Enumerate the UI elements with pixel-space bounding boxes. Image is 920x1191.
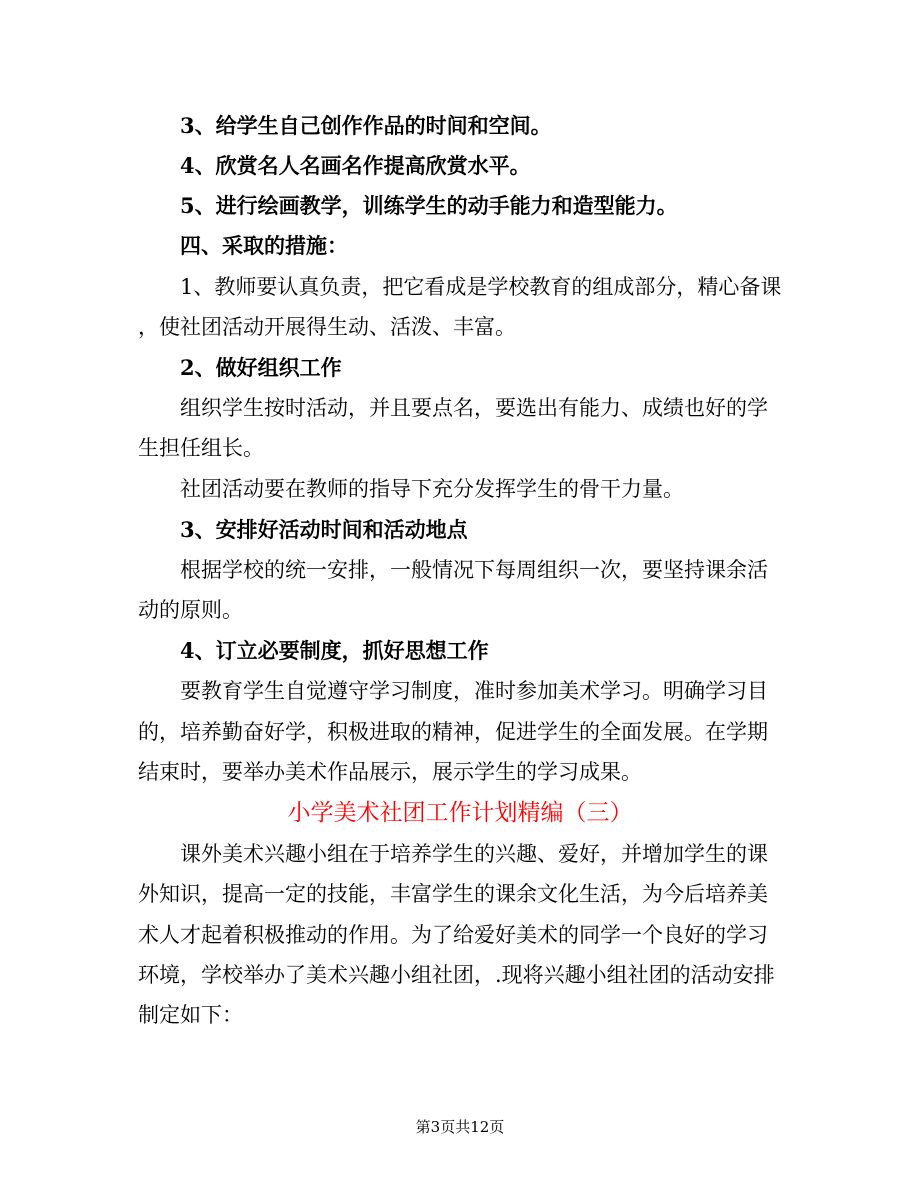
text-line-5: 1、教师要认真负责，把它看成是学校教育的组成部分，精心备课 <box>180 275 782 299</box>
text-line-15: 要教育学生自觉遵守学习制度，准时参加美术学习。明确学习目 <box>180 679 768 703</box>
text-line-19: 外知识，提高一定的技能，丰富学生的课余文化生活，为今后培养美 <box>138 882 768 906</box>
subheading-rules: 4、订立必要制度，抓好思想工作 <box>180 638 489 663</box>
text-line-8: 组织学生按时活动，并且要点名，要选出有能力、成绩也好的学 <box>180 396 768 420</box>
section-title: 小学美术社团工作计划精编（三） <box>287 800 633 826</box>
text-line-9: 生担任组长。 <box>138 436 264 460</box>
text-line-12: 根据学校的统一安排，一般情况下每周组织一次，要坚持课余活 <box>180 558 768 582</box>
text-line-6: ，使社团活动开展得生动、活泼、丰富。 <box>138 315 516 339</box>
text-line-2: 4、欣赏名人名画名作提高欣赏水平。 <box>180 153 531 178</box>
text-line-1: 3、给学生自己创作作品的时间和空间。 <box>180 113 552 138</box>
text-line-10: 社团活动要在教师的指导下充分发挥学生的骨干力量。 <box>180 477 684 501</box>
text-line-13: 动的原则。 <box>138 598 243 622</box>
text-line-17: 结束时，要举办美术作品展示，展示学生的学习成果。 <box>138 760 642 784</box>
subheading-organization: 2、做好组织工作 <box>180 355 342 380</box>
text-line-16: 的，培养勤奋好学，积极进取的精神，促进学生的全面发展。在学期 <box>138 720 768 744</box>
section-heading-measures: 四、采取的措施： <box>180 233 348 258</box>
subheading-schedule: 3、安排好活动时间和活动地点 <box>180 517 468 542</box>
page-number-footer: 第3页共12页 <box>415 1118 505 1136</box>
text-line-20: 术人才起着积极推动的作用。为了给爱好美术的同学一个良好的学习 <box>138 923 768 947</box>
text-line-18: 课外美术兴趣小组在于培养学生的兴趣、爱好，并增加学生的课 <box>180 842 768 866</box>
text-line-3: 5、进行绘画教学，训练学生的动手能力和造型能力。 <box>180 193 678 218</box>
text-line-21: 环境，学校举办了美术兴趣小组社团，.现将兴趣小组社团的活动安排 <box>138 963 775 987</box>
text-line-22: 制定如下： <box>138 1003 243 1027</box>
